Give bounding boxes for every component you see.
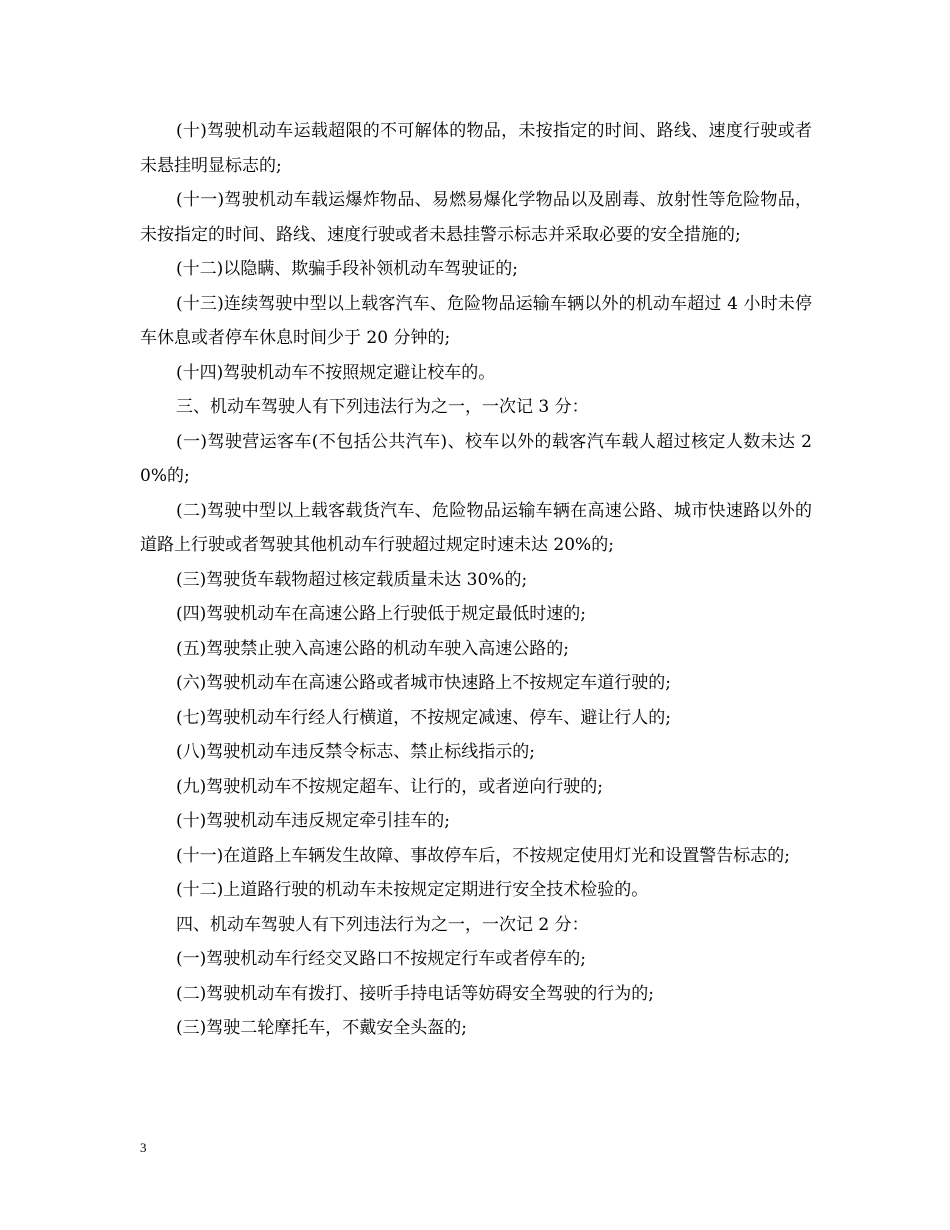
page-number: 3 <box>140 1140 147 1155</box>
paragraph: (一)驾驶营运客车(不包括公共汽车)、校车以外的载客汽车载人超过核定人数未达 20%的; <box>140 431 812 486</box>
paragraph: (十二)上道路行驶的机动车未按规定定期进行安全技术检验的。 <box>176 880 649 900</box>
paragraph: (十)驾驶机动车违反规定牵引挂车的; <box>176 811 450 831</box>
paragraph: (十三)连续驾驶中型以上载客汽车、危险物品运输车辆以外的机动车超过 4 小时未停车休息或者停车休息时间少于 20 分钟的; <box>140 293 812 348</box>
paragraph: (二)驾驶机动车有拨打、接听手持电话等妨碍安全驾驶的行为的; <box>176 983 654 1004</box>
paragraph: (八)驾驶机动车违反禁令标志、禁止标线指示的; <box>176 742 535 762</box>
paragraph: (一)驾驶机动车行经交叉路口不按规定行车或者停车的; <box>176 949 586 969</box>
section-heading: 三、机动车驾驶人有下列违法行为之一，一次记 3 分： <box>176 397 589 417</box>
paragraph: (十)驾驶机动车运载超限的不可解体的物品，未按指定的时间、路线、速度行驶或者未悬挂明显标志的; <box>140 121 812 176</box>
paragraph: (十四)驾驶机动车不按照规定避让校车的。 <box>176 362 496 383</box>
paragraph: (四)驾驶机动车在高速公路上行驶低于规定最低时速的; <box>176 604 586 624</box>
paragraph: (十一)驾驶机动车载运爆炸物品、易燃易爆化学物品以及剧毒、放射性等危险物品，未按指定的时间、路线、速度行驶或者未悬挂警示标志并采取必要的安全措施的; <box>140 190 812 245</box>
document-body <box>140 114 812 1046</box>
paragraph: (五)驾驶禁止驶入高速公路的机动车驶入高速公路的; <box>176 638 569 659</box>
paragraph: (十二)以隐瞒、欺骗手段补领机动车驾驶证的; <box>176 259 518 279</box>
paragraph: (三)驾驶二轮摩托车，不戴安全头盔的; <box>176 1018 467 1038</box>
paragraph: (十一)在道路上车辆发生故障、事故停车后，不按规定使用灯光和设置警告标志的; <box>176 845 790 866</box>
paragraph: (九)驾驶机动车不按规定超车、让行的，或者逆向行驶的; <box>176 776 603 797</box>
paragraph: (六)驾驶机动车在高速公路或者城市快速路上不按规定车道行驶的; <box>176 673 671 693</box>
paragraph: (三)驾驶货车载物超过核定载质量未达 30%的; <box>176 569 528 590</box>
section-heading: 四、机动车驾驶人有下列违法行为之一，一次记 2 分： <box>176 914 589 935</box>
paragraph: (七)驾驶机动车行经人行横道，不按规定减速、停车、避让行人的; <box>176 707 671 728</box>
paragraph: (二)驾驶中型以上载客载货汽车、危险物品运输车辆在高速公路、城市快速路以外的道路上行驶或者驾驶其他机动车行驶超过规定时速未达 20%的; <box>140 500 812 555</box>
